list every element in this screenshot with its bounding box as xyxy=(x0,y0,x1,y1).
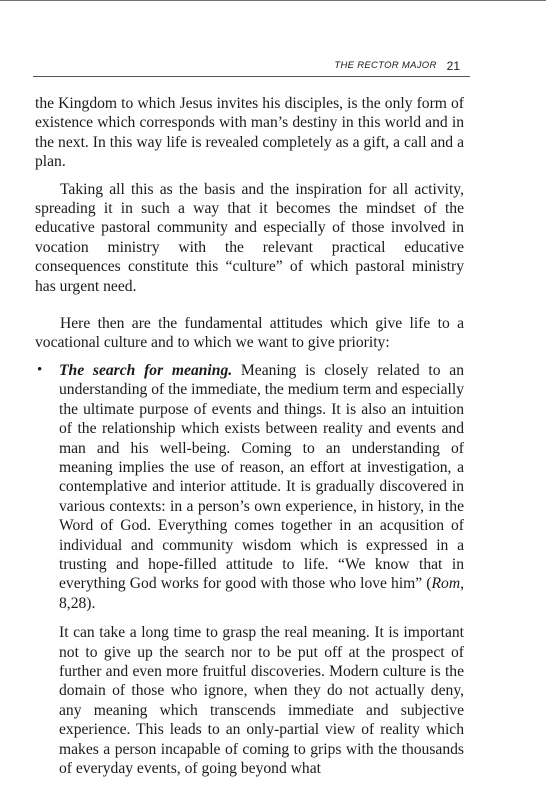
bullet-paragraph xyxy=(59,361,464,613)
bullet-lead-phrase: The search for meaning. xyxy=(59,361,233,379)
paragraph-culture: Taking all this as the basis and the inspiration for all activity, spreading it in such a way that it becomes the mindset of the educative pastoral community and especially of those involved in vocation ministry with the relevant practical educative consequences constitute this “culture” of which pastoral ministry has urgent need. xyxy=(35,180,464,295)
page-body xyxy=(35,94,464,778)
bullet-item-search-for-meaning xyxy=(35,361,464,613)
paragraph-continued: the Kingdom to which Jesus invites his disciples, is the only form of existence which corresponds with man’s destiny in this world and in the next. In this way life is revealed completely as a gift, a call and a plan. xyxy=(35,95,464,171)
bullet-body-text: Meaning is closely related to an understanding of the immediate, the medium term and especially the ultimate purpose of events and things. It is also an intuition of the relationship which exists between reality and events and man and his well-being. Coming to an understanding of meaning implies the use of reason, an effort at investigation, a contemplative and interior attitude. It is gradually discovered in various contexts: in a person’s own experience, in history, in the Word of God. Everything comes together in an acqusition of individual and community wisdom which is expressed in a trusting and hope-filled attitude to life. “We know that in everything God works for good with those who love him” ( xyxy=(59,361,464,593)
paragraph-continuation: It can take a long time to grasp the real meaning. It is important not to give up the search nor to be put off at the prospect of further and even more fruitful discoveries. Modern culture is the domain of those who ignore, when they do not actually deny, any meaning which transcends immediate and subjective experience. This leads to an only-partial view of reality which makes a person incapable of coming to grips with the thousands of everyday events, of going beyond what xyxy=(59,624,464,777)
scripture-reference-verse: , 8,28). xyxy=(59,575,464,612)
running-header xyxy=(33,56,470,77)
paragraph-attitudes-intro: Here then are the fundamental attitudes which give life to a vocational culture and to which we want to give priority: xyxy=(35,315,464,352)
running-title: THE RECTOR MAJOR xyxy=(334,60,437,71)
page-number: 21 xyxy=(446,59,460,73)
scripture-reference-book: Rom xyxy=(431,575,461,593)
page-top-rule xyxy=(0,0,546,1)
bullet-marker: • xyxy=(37,361,43,378)
